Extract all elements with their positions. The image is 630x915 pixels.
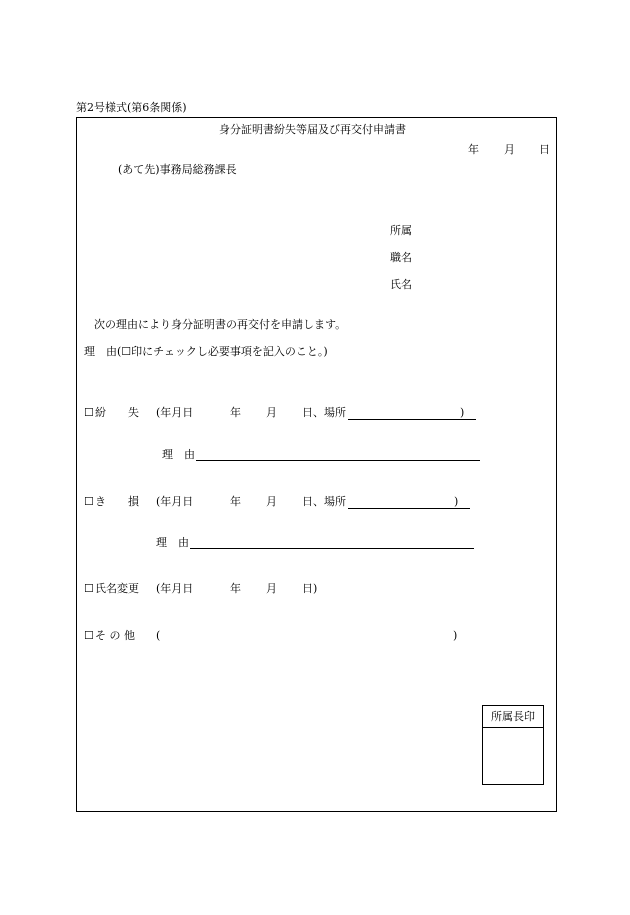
applicant-name-label: 氏名 [390, 278, 412, 291]
name-change-checkbox[interactable]: ☐ [84, 582, 94, 595]
damaged-reason-label: 理 由 [156, 536, 189, 549]
name-change-year-label: 年 [230, 582, 241, 595]
other-open-paren: ( [156, 629, 161, 642]
supervisor-seal-box [482, 705, 544, 785]
lost-year-label: 年 [230, 406, 241, 419]
form-label: 第2号様式(第6条関係) [76, 101, 187, 114]
damaged-reason-line[interactable] [190, 548, 474, 549]
name-change-day-label: 日) [302, 582, 318, 595]
lost-day-place-label: 日、場所 [302, 406, 346, 419]
lost-reason-line[interactable] [196, 460, 480, 461]
lost-checkbox[interactable]: ☐ [84, 406, 94, 419]
lost-reason-label: 理 由 [162, 448, 195, 461]
lost-month-label: 月 [266, 406, 277, 419]
lost-date-prefix: (年月日 [156, 406, 194, 419]
applicant-affiliation-label: 所属 [390, 224, 412, 237]
form-title: 身分証明書紛失等届及び再交付申請書 [219, 123, 406, 136]
damaged-close-paren: ) [454, 495, 459, 508]
name-change-month-label: 月 [266, 582, 277, 595]
damaged-day-place-label: 日、場所 [302, 495, 346, 508]
lost-label: 紛 失 [95, 406, 139, 419]
date-day-label: 日 [539, 143, 550, 156]
other-label: そ の 他 [95, 629, 135, 642]
date-year-label: 年 [468, 143, 479, 156]
addressee: (あて先)事務局総務課長 [118, 163, 237, 176]
damaged-place-line[interactable] [348, 508, 470, 509]
other-checkbox[interactable]: ☐ [84, 629, 94, 642]
damaged-date-prefix: (年月日 [156, 495, 194, 508]
applicant-position-label: 職名 [390, 251, 412, 264]
lost-close-paren: ) [460, 406, 465, 419]
damaged-label: き 損 [95, 495, 139, 508]
damaged-checkbox[interactable]: ☐ [84, 495, 94, 508]
name-change-label: 氏名変更 [95, 582, 139, 595]
supervisor-seal-label: 所属長印 [483, 706, 543, 728]
date-month-label: 月 [504, 143, 515, 156]
application-statement: 次の理由により身分証明書の再交付を申請します。 [94, 318, 347, 331]
other-close-paren: ) [453, 629, 458, 642]
reason-header: 理 由(☐印にチェックし必要事項を記入のこと。) [84, 345, 328, 358]
lost-place-line[interactable] [348, 419, 476, 420]
name-change-date-prefix: (年月日 [156, 582, 194, 595]
damaged-year-label: 年 [230, 495, 241, 508]
damaged-month-label: 月 [266, 495, 277, 508]
